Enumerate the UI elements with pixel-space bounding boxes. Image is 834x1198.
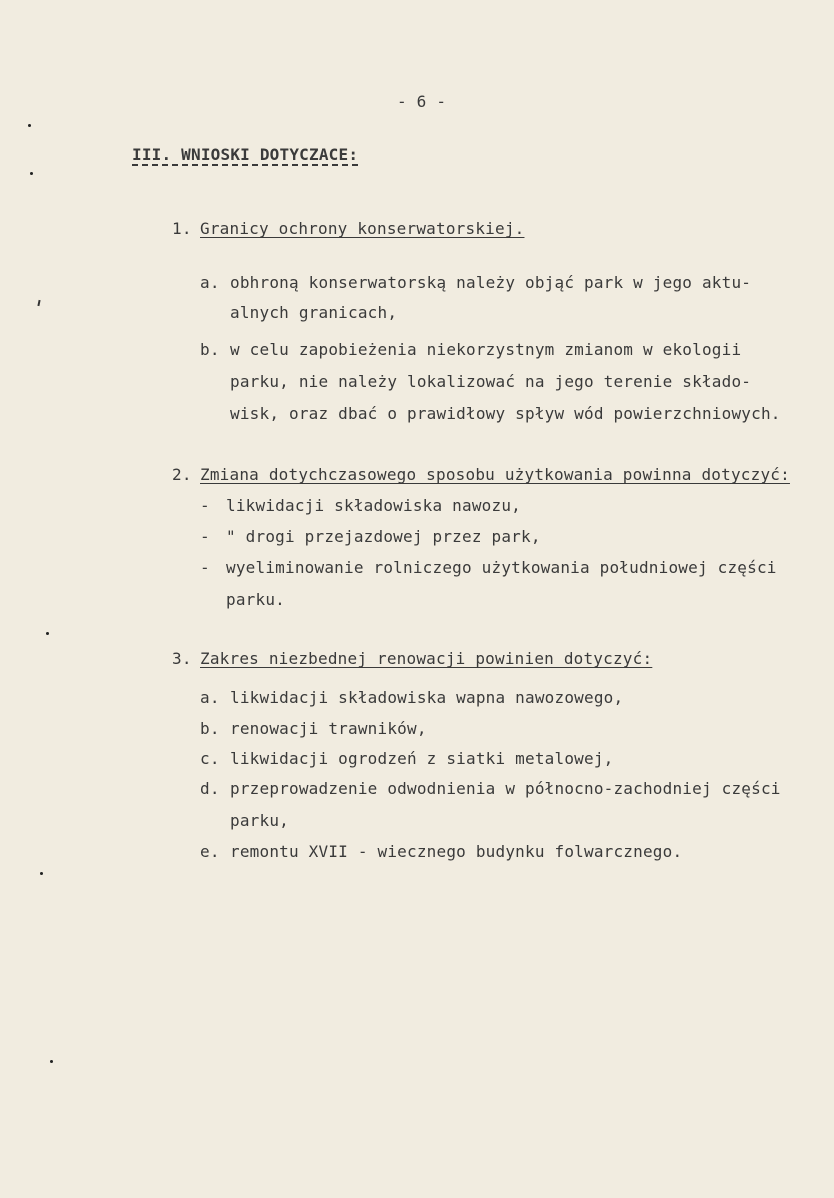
margin-dot xyxy=(50,1060,53,1063)
item-marker: a. xyxy=(200,688,220,707)
section-1-number: 1. xyxy=(172,219,192,238)
item-text: alnych granicach, xyxy=(230,303,398,322)
item-text: wisk, oraz dbać o prawidłowy spływ wód powierzchniowych. xyxy=(230,404,781,423)
section-heading: III. WNIOSKI DOTYCZACE: xyxy=(132,145,359,164)
margin-dot xyxy=(28,124,31,127)
section-2-number: 2. xyxy=(172,465,192,484)
section-3-number: 3. xyxy=(172,649,192,668)
item-marker: a. xyxy=(200,273,220,292)
item-text: likwidacji składowiska wapna nawozowego, xyxy=(230,688,624,707)
item-text: wyeliminowanie rolniczego użytkowania południowej części xyxy=(226,558,777,577)
section-1-title: Granicy ochrony konserwatorskiej. xyxy=(200,219,525,238)
item-text: w celu zapobieżenia niekorzystnym zmianom w ekologii xyxy=(230,340,742,359)
margin-dot xyxy=(40,872,43,875)
item-text: remontu XVII - wiecznego budynku folwarcznego. xyxy=(230,842,683,861)
item-marker: - xyxy=(200,527,210,546)
item-marker: - xyxy=(200,496,210,515)
item-text: likwidacji ogrodzeń z siatki metalowej, xyxy=(230,749,614,768)
section-2-title: Zmiana dotychczasowego sposobu użytkowania powinna dotyczyć: xyxy=(200,465,790,484)
item-marker: e. xyxy=(200,842,220,861)
item-marker: b. xyxy=(200,719,220,738)
item-marker: c. xyxy=(200,749,220,768)
page-number: - 6 - xyxy=(397,92,447,111)
section-3-title: Zakres niezbednej renowacji powinien dotyczyć: xyxy=(200,649,653,668)
item-text: parku, xyxy=(230,811,289,830)
item-marker: b. xyxy=(200,340,220,359)
margin-tick xyxy=(37,300,40,306)
item-text: obhroną konserwatorską należy objąć park w jego aktu- xyxy=(230,273,752,292)
item-marker: - xyxy=(200,558,210,577)
item-text: przeprowadzenie odwodnienia w północno-zachodniej części xyxy=(230,779,781,798)
item-text: " drogi przejazdowej przez park, xyxy=(226,527,541,546)
item-text: parku. xyxy=(226,590,285,609)
item-text: likwidacji składowiska nawozu, xyxy=(226,496,521,515)
margin-dot xyxy=(30,172,33,175)
margin-dot xyxy=(46,632,49,635)
item-text: parku, nie należy lokalizować na jego terenie składo- xyxy=(230,372,752,391)
item-marker: d. xyxy=(200,779,220,798)
item-text: renowacji trawników, xyxy=(230,719,427,738)
